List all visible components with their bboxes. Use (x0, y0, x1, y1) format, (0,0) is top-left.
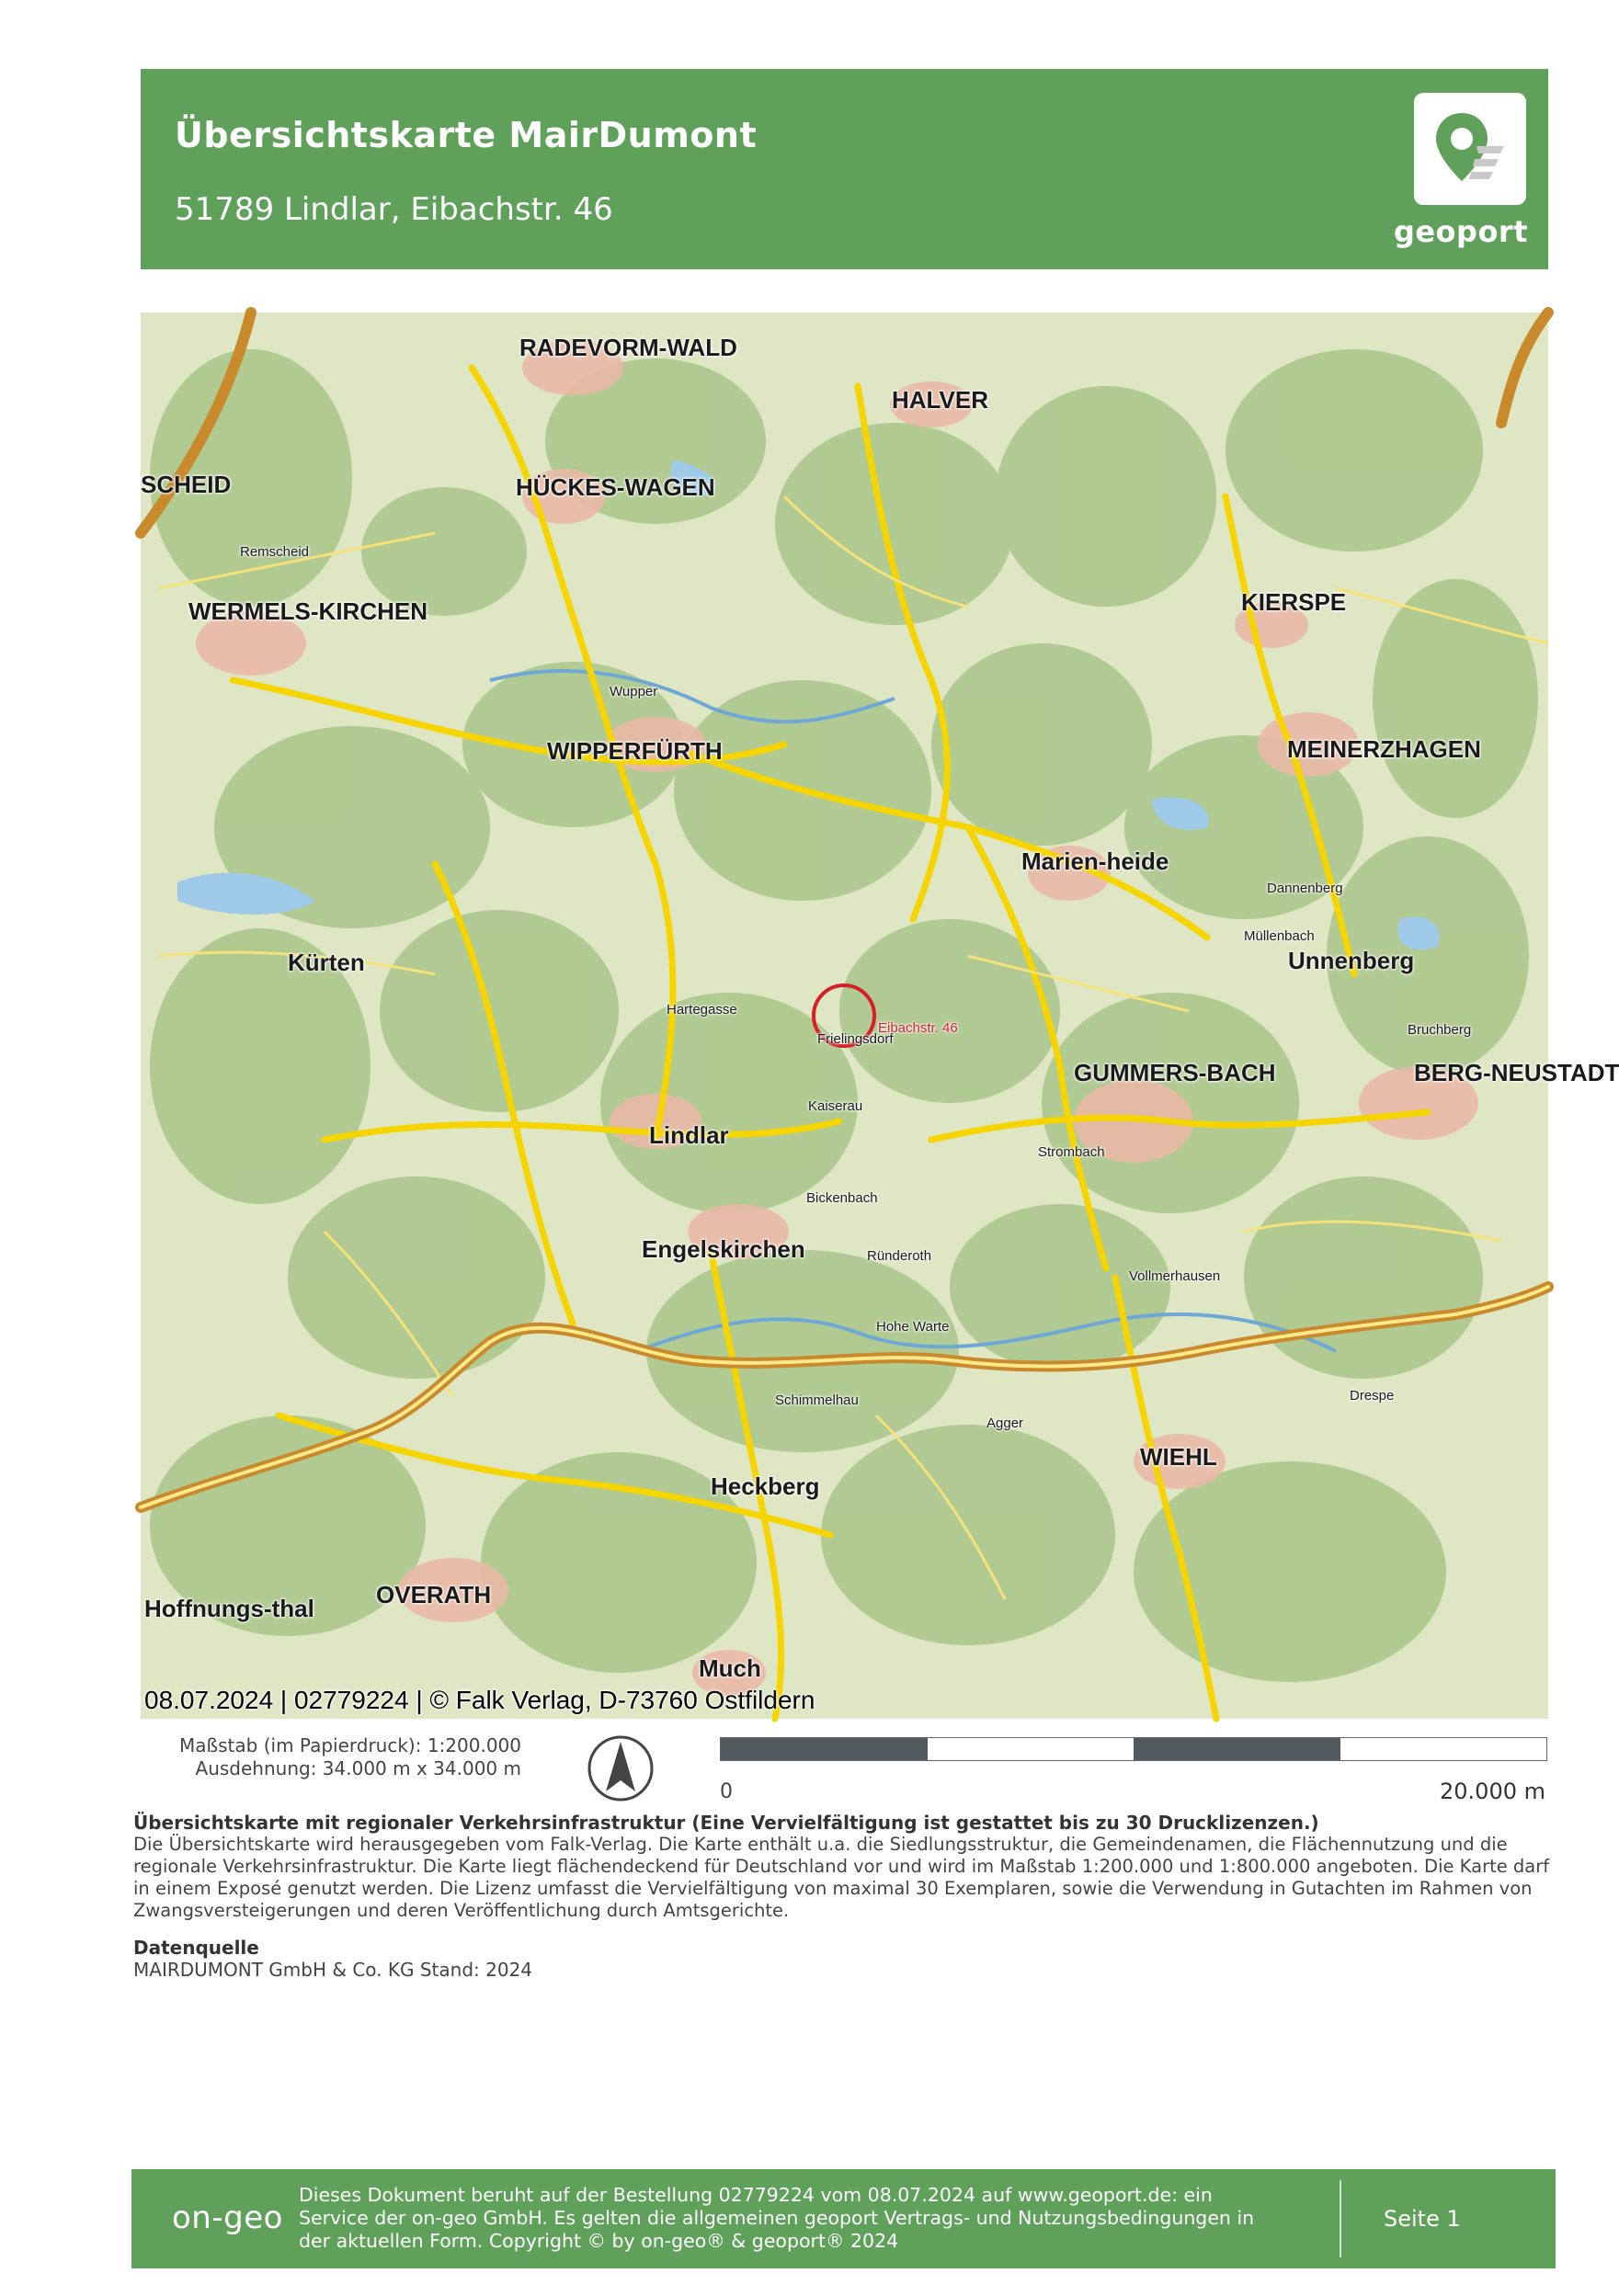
scale-max-label: 20.000 m (1440, 1779, 1545, 1804)
place-label: Ründeroth (867, 1248, 932, 1264)
town-label: OVERATH (376, 1581, 492, 1608)
town-label: Kürten (288, 949, 365, 976)
data-source (133, 1937, 532, 1981)
place-label: Kaiserau (808, 1098, 863, 1114)
page-number: Seite 1 (1384, 2206, 1461, 2232)
town-label: SCHEID (141, 471, 232, 498)
place-label: Bruchberg (1408, 1022, 1472, 1038)
town-label: WERMELS-KIRCHEN (188, 597, 428, 625)
place-label: Agger (986, 1415, 1024, 1431)
town-label: Marien-heide (1021, 847, 1169, 875)
town-label: Much (699, 1654, 761, 1682)
place-label: Hohe Warte (876, 1319, 950, 1335)
town-label: Unnenberg (1288, 947, 1415, 974)
place-label: Remscheid (240, 544, 310, 560)
town-label: KIERSPE (1241, 588, 1347, 616)
place-label: Dannenberg (1267, 881, 1343, 896)
town-label: Hoffnungs-thal (144, 1595, 314, 1622)
geoport-wordmark: geoport (1393, 214, 1528, 249)
scale-segment (928, 1738, 1134, 1760)
town-label: WIEHL (1140, 1443, 1217, 1471)
map-description (133, 1812, 1558, 1922)
header-banner (141, 69, 1548, 269)
description-heading: Übersichtskarte mit regionaler Verkehrsinfrastruktur (Eine Vervielfältigung ist gestattet bis zu 30 Drucklizenzen.) (133, 1812, 1319, 1834)
place-label: Wupper (610, 684, 658, 699)
town-label: RADEVORM-WALD (519, 334, 737, 361)
town-label: Engelskirchen (642, 1235, 805, 1263)
place-label: Strombach (1038, 1144, 1105, 1160)
town-label: Heckberg (711, 1472, 820, 1500)
map-copyright: 08.07.2024 | 02779224 | © Falk Verlag, D-73760 Ostfildern (144, 1686, 815, 1714)
scale-zero-label: 0 (720, 1780, 733, 1803)
geoport-pin-icon (1414, 93, 1526, 205)
footer-banner (131, 2169, 1556, 2268)
scale-segment (721, 1738, 928, 1760)
on-geo-logo: on-geo (172, 2199, 283, 2236)
scale-segment (1340, 1738, 1547, 1760)
town-label: Lindlar (649, 1121, 729, 1149)
page-title: Übersichtskarte MairDumont (175, 115, 758, 155)
town-label: MEINERZHAGEN (1287, 735, 1481, 763)
description-body: Die Übersichtskarte wird herausgegeben vom Falk-Verlag. Die Karte enthält u.a. die Siedlungsstruktur, die Gemeindenamen, die Flächennutzung und die regionale Verkehrsinfrastruktur. Die Karte liegt flächendeckend für Deutschland vor und wird im Maßstab 1:200.000 und 1:800.000 angeboten. Die Karte darf in einem Exposé genutzt werden. Die Lizenz umfasst die Vervielfältigung von maximal 30 Exemplaren, sowie die Verwendung in Gutachten im Rahmen von Zwangsversteigerungen und deren Veröffentlichung durch Amtsgerichte. (133, 1834, 1550, 1921)
address-subtitle: 51789 Lindlar, Eibachstr. 46 (175, 191, 613, 228)
overview-map[interactable] (141, 313, 1619, 1719)
town-label: HALVER (892, 386, 988, 414)
place-label: Vollmerhausen (1129, 1268, 1221, 1284)
scale-segment (1134, 1738, 1340, 1760)
scale-info (158, 1734, 521, 1780)
north-arrow-icon (587, 1734, 655, 1802)
place-label: Schimmelhau (775, 1392, 859, 1408)
source-body: MAIRDUMONT GmbH & Co. KG Stand: 2024 (133, 1959, 533, 1981)
footer-notice: Dieses Dokument beruht auf der Bestellung 02779224 vom 08.07.2024 auf www.geoport.de: ein Service der on-geo GmbH. Es gelten die allgemeinen geoport Vertrags- und Nutzungsbedingungen in der aktuellen Form. Copyright © by on-geo® & geoport® 2024 (299, 2184, 1255, 2252)
place-label: Hartegasse (667, 1002, 737, 1017)
geoport-logo (1414, 93, 1526, 205)
footer-divider (1340, 2180, 1341, 2257)
town-label: GUMMERS-BACH (1074, 1059, 1276, 1086)
place-label: Frielingsdorf (817, 1031, 894, 1047)
town-label: WIPPERFÜRTH (547, 737, 723, 765)
town-label: BERG-NEUSTADT (1414, 1059, 1619, 1086)
map-canvas (141, 313, 1548, 1719)
extent-line: Ausdehnung: 34.000 m x 34.000 m (195, 1757, 521, 1779)
place-label: Bickenbach (806, 1190, 878, 1206)
town-label: HÜCKES-WAGEN (516, 473, 715, 501)
place-label: Drespe (1350, 1388, 1395, 1404)
scale-bar (720, 1737, 1547, 1761)
place-label: Müllenbach (1244, 928, 1315, 944)
scale-line: Maßstab (im Papierdruck): 1:200.000 (179, 1734, 521, 1756)
source-heading: Datenquelle (133, 1937, 259, 1959)
location-marker-label: Eibachstr. 46 (878, 1020, 958, 1036)
